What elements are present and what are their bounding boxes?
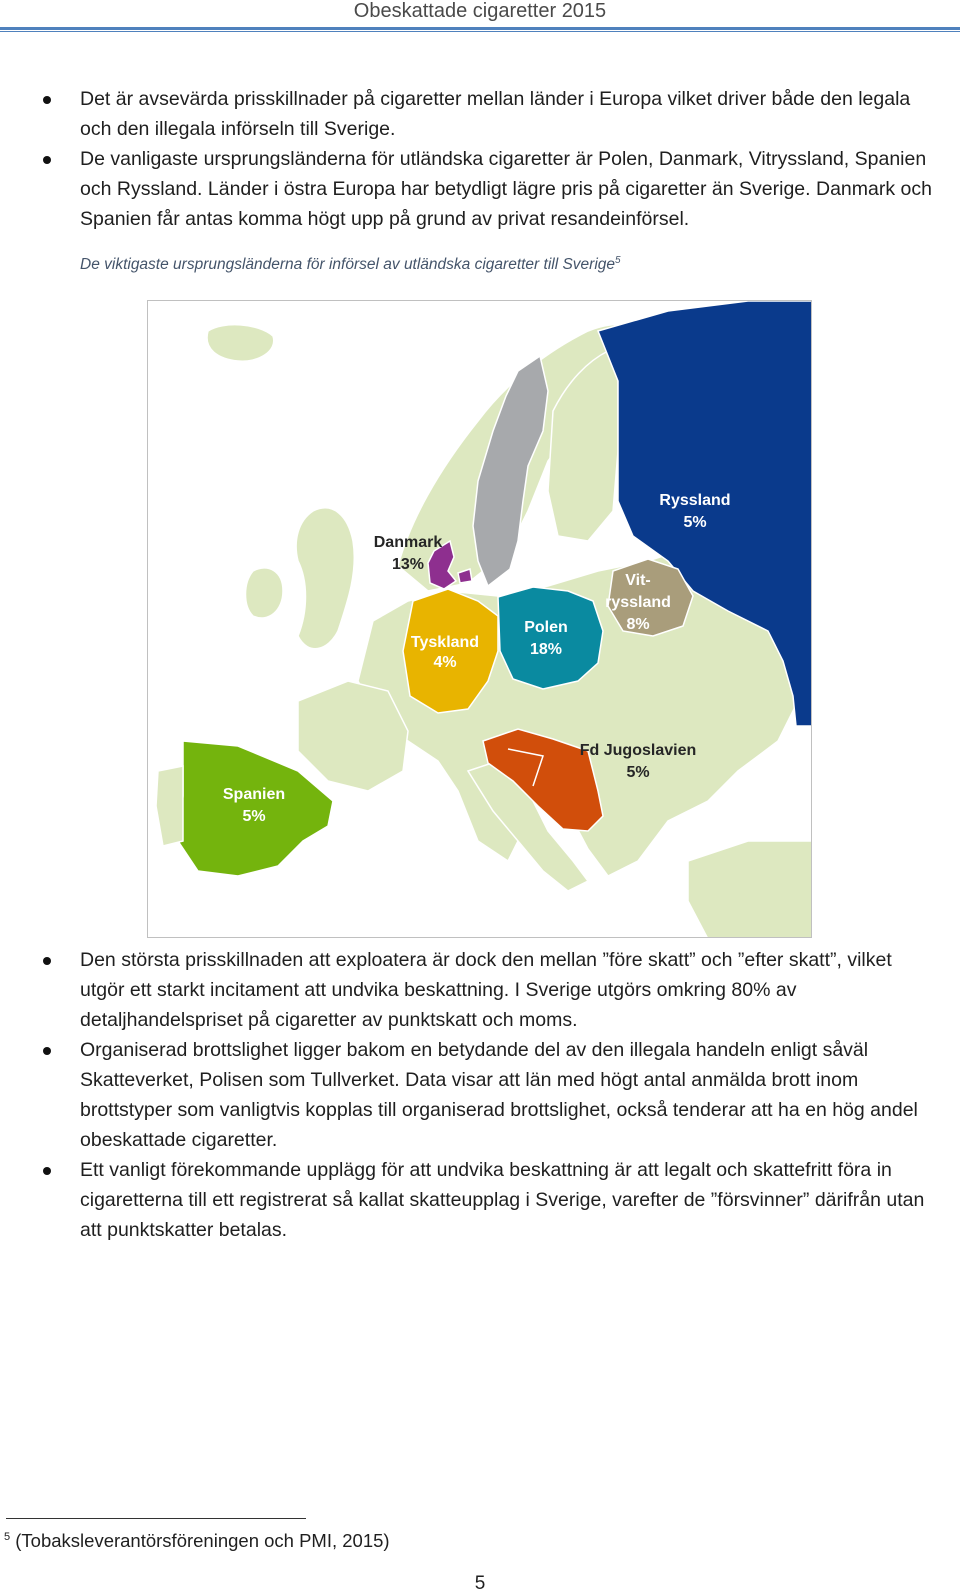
europe-map: [147, 300, 812, 938]
list-item: [0, 945, 960, 1035]
page-header: [0, 0, 960, 32]
label-polen-name: Polen: [524, 619, 568, 636]
label-vitryssland-value: 8%: [626, 616, 650, 633]
label-jugoslavien-value: 5%: [626, 764, 650, 781]
label-spanien-name: Spanien: [222, 786, 286, 803]
label-polen-value: 18%: [529, 641, 563, 658]
header-title: Obeskattade cigaretter 2015: [353, 0, 607, 22]
footnote-ref: 5: [4, 1530, 11, 1543]
header-rule-thin: [0, 31, 960, 32]
bullet-text: Den största prisskillnaden att exploatera är dock den mellan ”före skatt” och ”efter skatt”, vilket utgör ett starkt incitament att undvika beskattning. I Sverige utgörs omkring 80% av detaljhandelspriset på cigaretter av punktskatt och moms.: [80, 949, 892, 1031]
bullet-text: Ett vanligt förekommande upplägg för att undvika beskattning är att legalt och skattefritt föra in cigaretterna till ett registrerat så kallat skatteupplag i Sverige, varefter de ”försvinner” därifrån utan att punktskatter betalas.: [80, 1159, 925, 1241]
bullet-text: Det är avsevärda prisskillnader på cigaretter mellan länder i Europa vilket driver både den legala och den illegala införseln till Sverige.: [80, 88, 911, 140]
bullet-icon: [43, 1047, 51, 1055]
map-svg: [148, 301, 812, 938]
caption-text: De viktigaste ursprungsländerna för införsel av utländska cigaretter till Sverige: [80, 256, 616, 274]
label-vitryssland-name2: ryssland: [605, 594, 671, 611]
label-spanien-value: 5%: [242, 808, 266, 825]
label-tyskland-value: 4%: [433, 654, 457, 671]
bullet-icon: [43, 156, 51, 164]
caption-footnote-ref: 5: [615, 255, 621, 266]
bullet-icon: [43, 96, 51, 104]
list-item: [0, 144, 960, 234]
label-danmark-value: 13%: [391, 556, 425, 573]
footnote-text: (Tobaksleverantörsföreningen och PMI, 2015): [15, 1530, 390, 1551]
bullet-list-bottom: [0, 945, 960, 1245]
figure-caption: [80, 255, 621, 274]
footnote: [4, 1530, 390, 1552]
label-tyskland-name: Tyskland: [410, 634, 480, 651]
label-vitryssland-name: Vit-: [625, 572, 651, 589]
list-item: [0, 1035, 960, 1155]
label-ryssland-name: Ryssland: [659, 492, 731, 509]
footnote-rule: [6, 1518, 306, 1519]
page-number: 5: [474, 1573, 486, 1594]
list-item: [0, 84, 960, 144]
turkey-shape: [688, 841, 812, 938]
bullet-list-top: [0, 84, 960, 234]
label-ryssland-value: 5%: [683, 514, 707, 531]
bullet-text: Organiserad brottslighet ligger bakom en betydande del av den illegala handeln enligt såväl Skatteverket, Polisen som Tullverket. Data visar att län med högt antal anmälda brott inom brottstyper som vanligtvis kopplas till organiserad brottslighet, också tenderar att ha en hög andel obeskattade cigaretter.: [80, 1039, 918, 1151]
bullet-text: De vanligaste ursprungsländerna för utländska cigaretter är Polen, Danmark, Vitryssland, Spanien och Ryssland. Länder i östra Europa har betydligt lägre pris på cigaretter än Sverige. Danmark och Spanien får antas komma högt upp på grund av privat resandeinförsel.: [80, 148, 932, 230]
ireland-shape: [246, 568, 284, 618]
header-rule: [0, 27, 960, 30]
label-danmark-name: Danmark: [373, 534, 443, 551]
bullet-icon: [43, 1167, 51, 1175]
label-jugoslavien-name: Fd Jugoslavien: [579, 742, 697, 759]
list-item: [0, 1155, 960, 1245]
bullet-icon: [43, 957, 51, 965]
